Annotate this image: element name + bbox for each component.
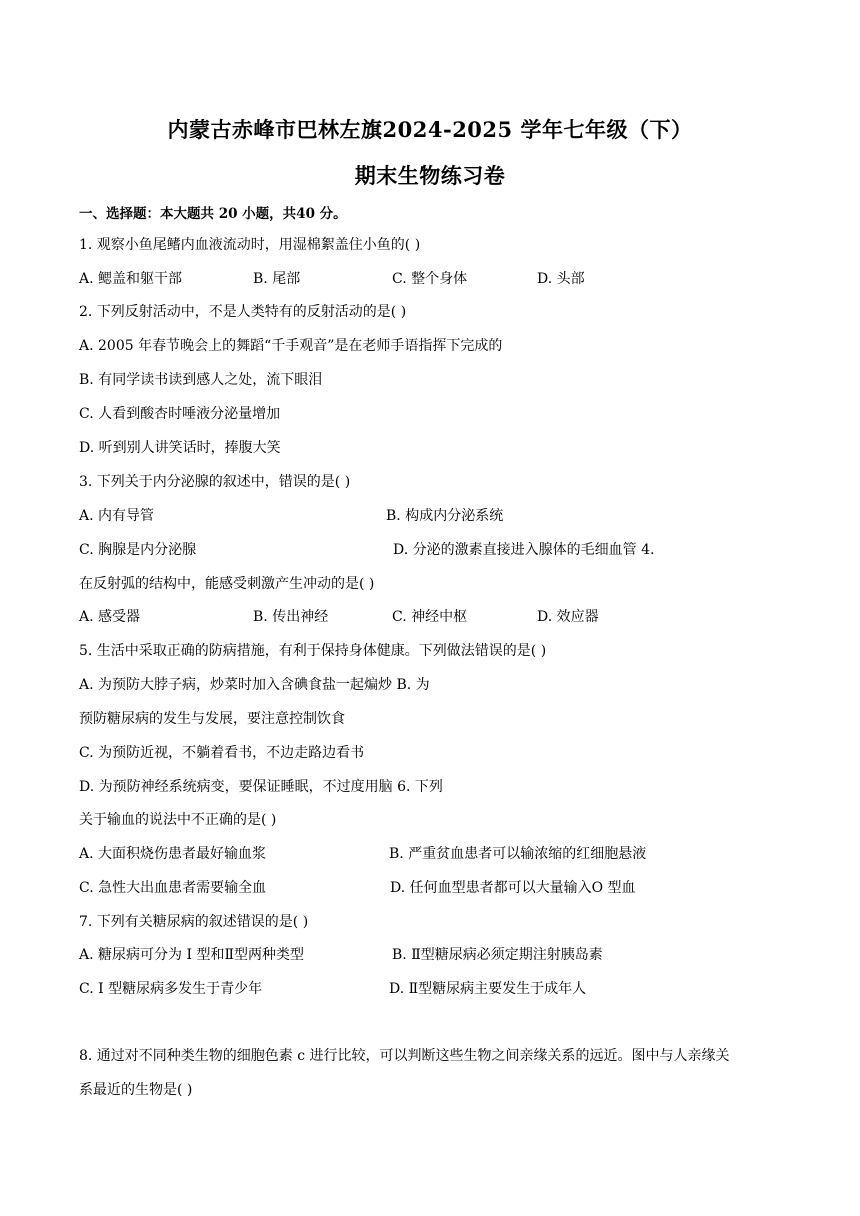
exam-title-line1: 内蒙古赤峰市巴林左旗2024-2025 学年七年级（下） bbox=[167, 117, 693, 142]
question-5-option-b: 预防糖尿病的发生与发展，要注意控制饮食 bbox=[79, 711, 345, 727]
question-1-option-a: A. 鳃盖和躯干部 bbox=[79, 271, 183, 287]
section-heading: 一、选择题：本大题共 20 小题，共40 分。 bbox=[79, 206, 347, 222]
question-5-option-d: D. 为预防神经系统病变，要保证睡眠，不过度用脑 6. 下列 bbox=[79, 779, 443, 795]
question-7-option-b: B. Ⅱ型糖尿病必须定期注射胰岛素 bbox=[392, 947, 603, 963]
question-5-stem: 5. 生活中采取正确的防病措施，有利于保持身体健康。下列做法错误的是( ) bbox=[79, 643, 547, 659]
question-3-option-a: A. 内有导管 bbox=[79, 508, 155, 524]
question-1-option-d: D. 头部 bbox=[537, 271, 585, 287]
question-4-option-d: D. 效应器 bbox=[537, 609, 599, 625]
question-4-stem: 在反射弧的结构中，能感受刺激产生冲动的是( ) bbox=[79, 576, 375, 592]
question-1-option-b: B. 尾部 bbox=[253, 271, 301, 287]
question-8-stem-line2: 系最近的生物是( ) bbox=[79, 1082, 193, 1098]
question-3-option-d: D. 分泌的激素直接进入腺体的毛细血管 4. bbox=[393, 542, 655, 558]
question-1-option-c: C. 整个身体 bbox=[392, 271, 468, 287]
question-6-option-c: C. 急性大出血患者需要输全血 bbox=[79, 880, 267, 896]
question-3-stem: 3. 下列关于内分泌腺的叙述中，错误的是( ) bbox=[79, 474, 351, 490]
exam-title-line2: 期末生物练习卷 bbox=[354, 163, 506, 188]
question-1-stem: 1. 观察小鱼尾鳍内血液流动时，用湿棉絮盖住小鱼的( ) bbox=[79, 237, 421, 253]
question-2-option-d: D. 听到别人讲笑话时，捧腹大笑 bbox=[79, 440, 281, 456]
question-5-option-c: C. 为预防近视，不躺着看书，不边走路边看书 bbox=[79, 745, 365, 761]
question-7-stem: 7. 下列有关糖尿病的叙述错误的是( ) bbox=[79, 914, 309, 930]
question-2-stem: 2. 下列反射活动中，不是人类特有的反射活动的是( ) bbox=[79, 304, 407, 320]
question-2-option-b: B. 有同学读书读到感人之处，流下眼泪 bbox=[79, 372, 323, 388]
question-6-option-b: B. 严重贫血患者可以输浓缩的红细胞悬液 bbox=[389, 846, 647, 862]
question-3-option-c: C. 胸腺是内分泌腺 bbox=[79, 542, 197, 558]
question-7-option-c: C. I 型糖尿病多发生于青少年 bbox=[79, 981, 263, 997]
question-6-option-a: A. 大面积烧伤患者最好输血浆 bbox=[79, 846, 267, 862]
question-7-option-a: A. 糖尿病可分为 I 型和Ⅱ型两种类型 bbox=[79, 947, 304, 963]
question-5-option-a: A. 为预防大脖子病，炒菜时加入含碘食盐一起煸炒 B. 为 bbox=[79, 677, 430, 693]
question-7-option-d: D. Ⅱ型糖尿病主要发生于成年人 bbox=[389, 981, 587, 997]
question-2-option-c: C. 人看到酸杏时唾液分泌量增加 bbox=[79, 406, 281, 422]
question-3-option-b: B. 构成内分泌系统 bbox=[386, 508, 504, 524]
question-6-stem: 关于输血的说法中不正确的是( ) bbox=[79, 812, 277, 828]
question-4-option-a: A. 感受器 bbox=[79, 609, 141, 625]
question-8-stem-line1: 8. 通过对不同种类生物的细胞色素 c 进行比较，可以判断这些生物之间亲缘关系的远近。图中与人亲缘关 bbox=[79, 1048, 730, 1064]
question-6-option-d: D. 任何血型患者都可以大量输入O 型血 bbox=[390, 880, 636, 896]
question-4-option-c: C. 神经中枢 bbox=[392, 609, 468, 625]
question-4-option-b: B. 传出神经 bbox=[253, 609, 329, 625]
question-2-option-a: A. 2005 年春节晚会上的舞蹈“千手观音”是在老师手语指挥下完成的 bbox=[79, 338, 503, 354]
